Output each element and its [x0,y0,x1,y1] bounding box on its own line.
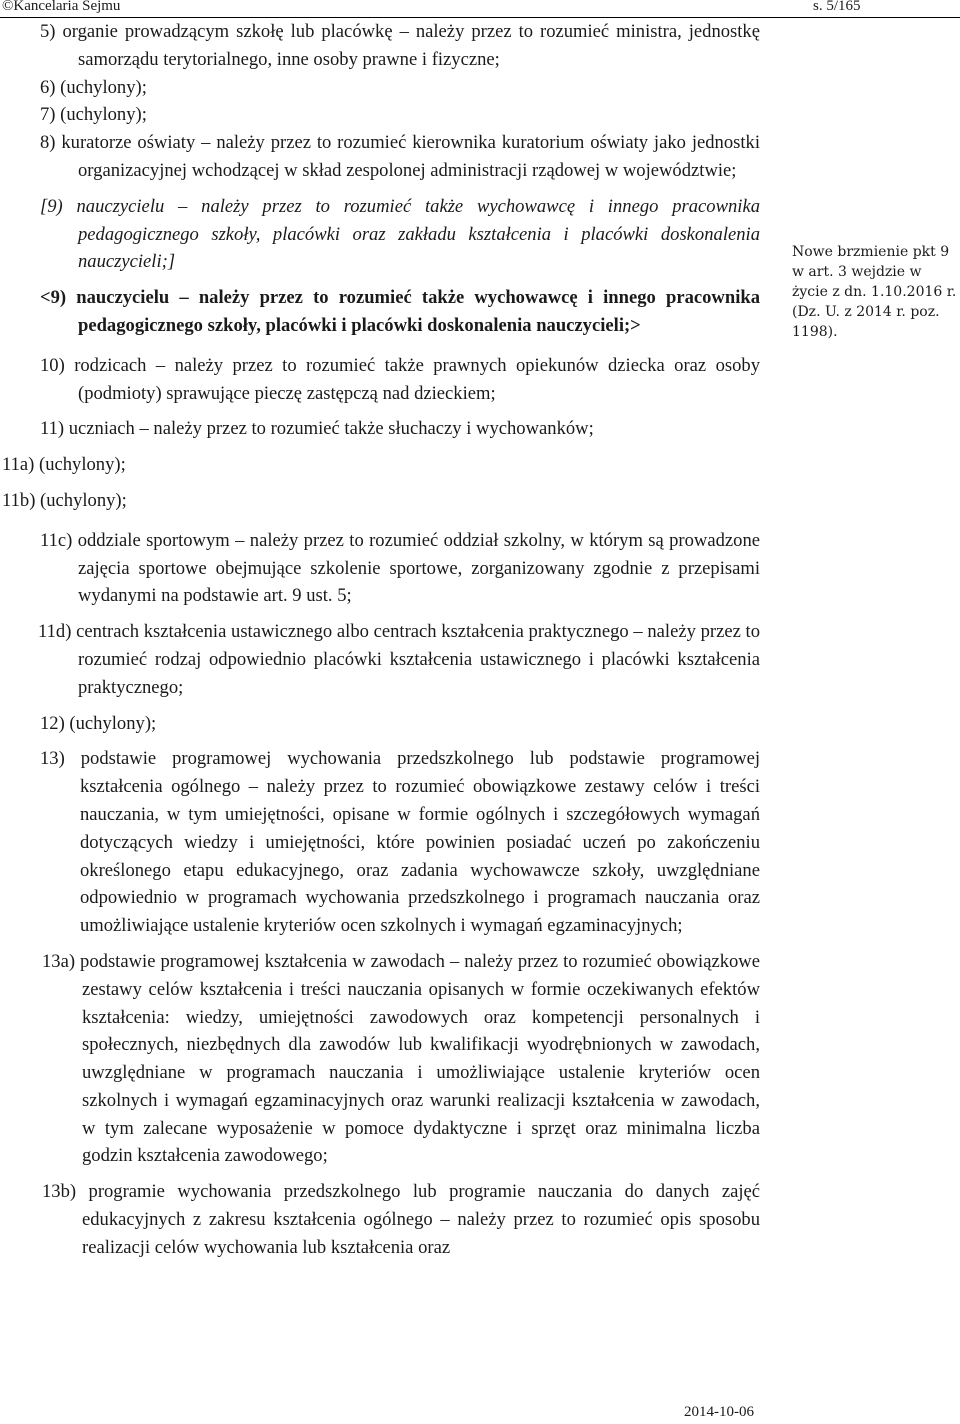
item-9-new: <9) nauczycielu – należy przez to rozumieć także wychowawcę i innego pracownika pedagogicznego szkoły, placówki i placówki doskonalenia nauczycieli;> [40,287,760,336]
amendment-sidenote: Nowe brzmienie pkt 9 w art. 3 wejdzie w życie z dn. 1.10.2016 r. (Dz. U. z 2014 r. poz. 1198). [792,244,957,340]
header-page-number: s. 5/165 [813,0,861,14]
item-5: 5) organie prowadzącym szkołę lub placówkę – należy przez to rozumieć ministra, jednostkę samorządu terytorialnego, inne osoby prawne i fizyczne; [40,21,760,70]
item-13: 13) podstawie programowej wychowania przedszkolnego lub podstawie programowej kształcenia ogólnego – należy przez to rozumieć obowiązkowe zestawy celów i treści nauczania, w tym umiejętności, opisane w formie ogólnych i szczegółowych wymagań dotyczących wiedzy i umiejętności, które powinien posiadać uczeń po zakończeniu określonego etapu edukacyjnego, oraz zadania wychowawcze szkoły, uwzględniane odpowiednio w programach wychowania przedszkolnego i programach nauczania oraz umożliwiające ustalenie kryteriów ocen szkolnych i wymagań egzaminacyjnych; [40,748,760,937]
item-11: 11) uczniach – należy przez to rozumieć także słuchaczy i wychowanków; [40,418,594,440]
item-6: 6) (uchylony); [40,76,147,98]
header-source: ©Kancelaria Sejmu [2,0,121,14]
item-11b: 11b) (uchylony); [2,489,127,511]
item-11c: 11c) oddziale sportowym – należy przez to rozumieć oddział szkolny, w którym są prowadzone zajęcia sportowe obejmujące szkolenie sportowe, zorganizowany zgodnie z przepisami wydanymi na podstawie art. 9 ust. 5; [40,529,760,607]
item-11d: 11d) centrach kształcenia ustawicznego albo centrach kształcenia praktycznego – należy przez to rozumieć rodzaj odpowiednio placówki kształcenia ustawicznego i placówki kształcenia praktycznego; [38,621,760,698]
item-7: 7) (uchylony); [40,104,147,126]
item-13b: 13b) programie wychowania przedszkolnego lub programie nauczania do danych zajęć edukacyjnych z zakresu kształcenia ogólnego – należy przez to rozumieć opis sposobu realizacji celów wychowania lub kształcenia oraz [42,1181,760,1258]
footer-date: 2014-10-06 [684,1404,754,1420]
document-body [2,18,760,1262]
item-13a: 13a) podstawie programowej kształcenia w zawodach – należy przez to rozumieć obowiązkowe zestawy celów kształcenia i treści nauczania opisanych w formie oczekiwanych efektów kształcenia: wiedzy, umiejętności zawodowych oraz kompetencji personalnych i społecznych, niezbędnych dla zawodów lub kwalifikacji wyodrębnionych w zawodach, uwzględniane w programach nauczania i umożliwiające ustalenie kryteriów ocen szkolnych i wymagań egzaminacyjnych oraz warunki realizacji kształcenia w zawodach, w tym zalecane wyposażenie w pomoce dydaktyczne i sprzęt oraz minimalna liczba godzin kształcenia zawodowego; [42,950,760,1167]
item-10: 10) rodzicach – należy przez to rozumieć także prawnych opiekunów dziecka oraz osoby (podmioty) sprawujące pieczę zastępczą nad dzieckiem; [40,354,760,404]
item-12: 12) (uchylony); [40,712,157,734]
item-8: 8) kuratorze oświaty – należy przez to rozumieć kierownika kuratorium oświaty jako jednostki organizacyjnej wchodzącej w skład zespolonej administracji rządowej w województwie; [40,132,760,181]
item-11a: 11a) (uchylony); [2,454,126,476]
item-9-old: [9) nauczycielu – należy przez to rozumieć także wychowawcę i innego pracownika pedagogicznego szkoły, placówki oraz zakładu kształcenia i placówki doskonalenia nauczycieli;] [40,195,760,273]
